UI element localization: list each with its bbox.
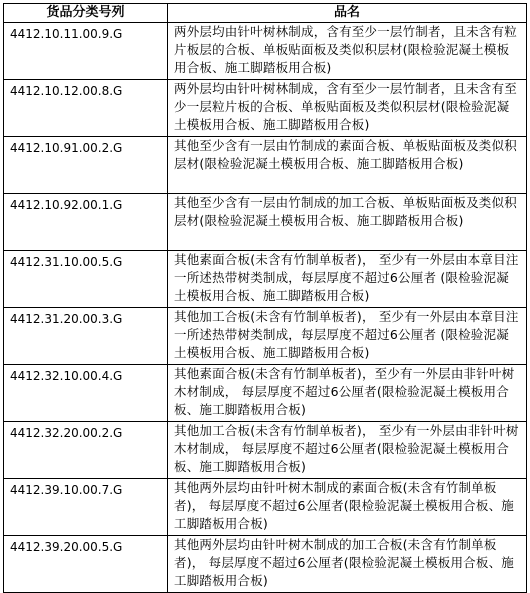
- row-name: 其他至少含有一层由竹制成的素面合板、单板贴面板及类似积层材(限检验泥凝土模板用合板、施工脚踏板用合板): [168, 137, 527, 194]
- table-row: [4, 194, 527, 251]
- row-code: 4412.31.20.00.3.G: [4, 308, 168, 365]
- product-table: [3, 3, 527, 593]
- table-row: [4, 536, 527, 593]
- table-row: [4, 365, 527, 422]
- row-code: 4412.10.12.00.8.G: [4, 80, 168, 137]
- table-row: [4, 422, 527, 479]
- row-name: 其他素面合板(未含有竹制单板者)，至少有一外层由非针叶树木材制成， 每层厚度不超过6公厘者(限检验泥凝土模板用合板、施工脚踏板用合板): [168, 365, 527, 422]
- row-name: 其他加工合板(未含有竹制单板者)， 至少有一外层由本章目注一所述热带树类制成，每层厚度不超过6公厘者 (限检验泥凝土模板用合板、施工脚踏板用合板): [168, 308, 527, 365]
- table-row: [4, 308, 527, 365]
- row-name: 其他两外层均由针叶树木制成的加工合板(未含有竹制单板者)， 每层厚度不超过6公厘者(限检验泥凝土模板用合板、施工脚踏板用合板): [168, 536, 527, 593]
- row-name: 其他两外层均由针叶树木制成的素面合板(未含有竹制单板者)， 每层厚度不超过6公厘者(限检验泥凝土模板用合板、施工脚踏板用合板): [168, 479, 527, 536]
- table-row: [4, 23, 527, 80]
- row-name: 其他素面合板(未含有竹制单板者)， 至少有一外层由本章目注一所述热带树类制成，每层厚度不超过6公厘者 (限检验泥凝土模板用合板、施工脚踏板用合板): [168, 251, 527, 308]
- table-row: [4, 137, 527, 194]
- table-row: [4, 251, 527, 308]
- row-code: 4412.10.11.00.9.G: [4, 23, 168, 80]
- row-name: 两外层均由针叶树林制成，含有至少一层竹制者，且未含有至少一层粒片板的合板、单板贴面板及类似积层材(限检验泥凝土模板用合板、施工脚踏板用合板): [168, 80, 527, 137]
- column-header-code: 货品分类号列: [4, 4, 168, 23]
- table-row: [4, 479, 527, 536]
- row-code: 4412.10.91.00.2.G: [4, 137, 168, 194]
- row-code: 4412.39.20.00.5.G: [4, 536, 168, 593]
- row-code: 4412.32.20.00.2.G: [4, 422, 168, 479]
- row-name: 其他加工合板(未含有竹制单板者)， 至少有一外层由非针叶树木材制成， 每层厚度不超过6公厘者(限检验泥凝土模板用合板、施工脚踏板用合板): [168, 422, 527, 479]
- row-name: 两外层均由针叶树林制成，含有至少一层竹制者，且未含有粒片板层的合板、单板贴面板及类似积层材(限检验泥凝土模板用合板、施工脚踏板用合板): [168, 23, 527, 80]
- row-code: 4412.31.10.00.5.G: [4, 251, 168, 308]
- row-code: 4412.32.10.00.4.G: [4, 365, 168, 422]
- row-name: 其他至少含有一层由竹制成的加工合板、单板贴面板及类似积层材(限检验泥凝土模板用合板、施工脚踏板用合板): [168, 194, 527, 251]
- row-code: 4412.39.10.00.7.G: [4, 479, 168, 536]
- row-code: 4412.10.92.00.1.G: [4, 194, 168, 251]
- column-header-name: 品名: [168, 4, 527, 23]
- table-row: [4, 80, 527, 137]
- table-header-row: [4, 4, 527, 23]
